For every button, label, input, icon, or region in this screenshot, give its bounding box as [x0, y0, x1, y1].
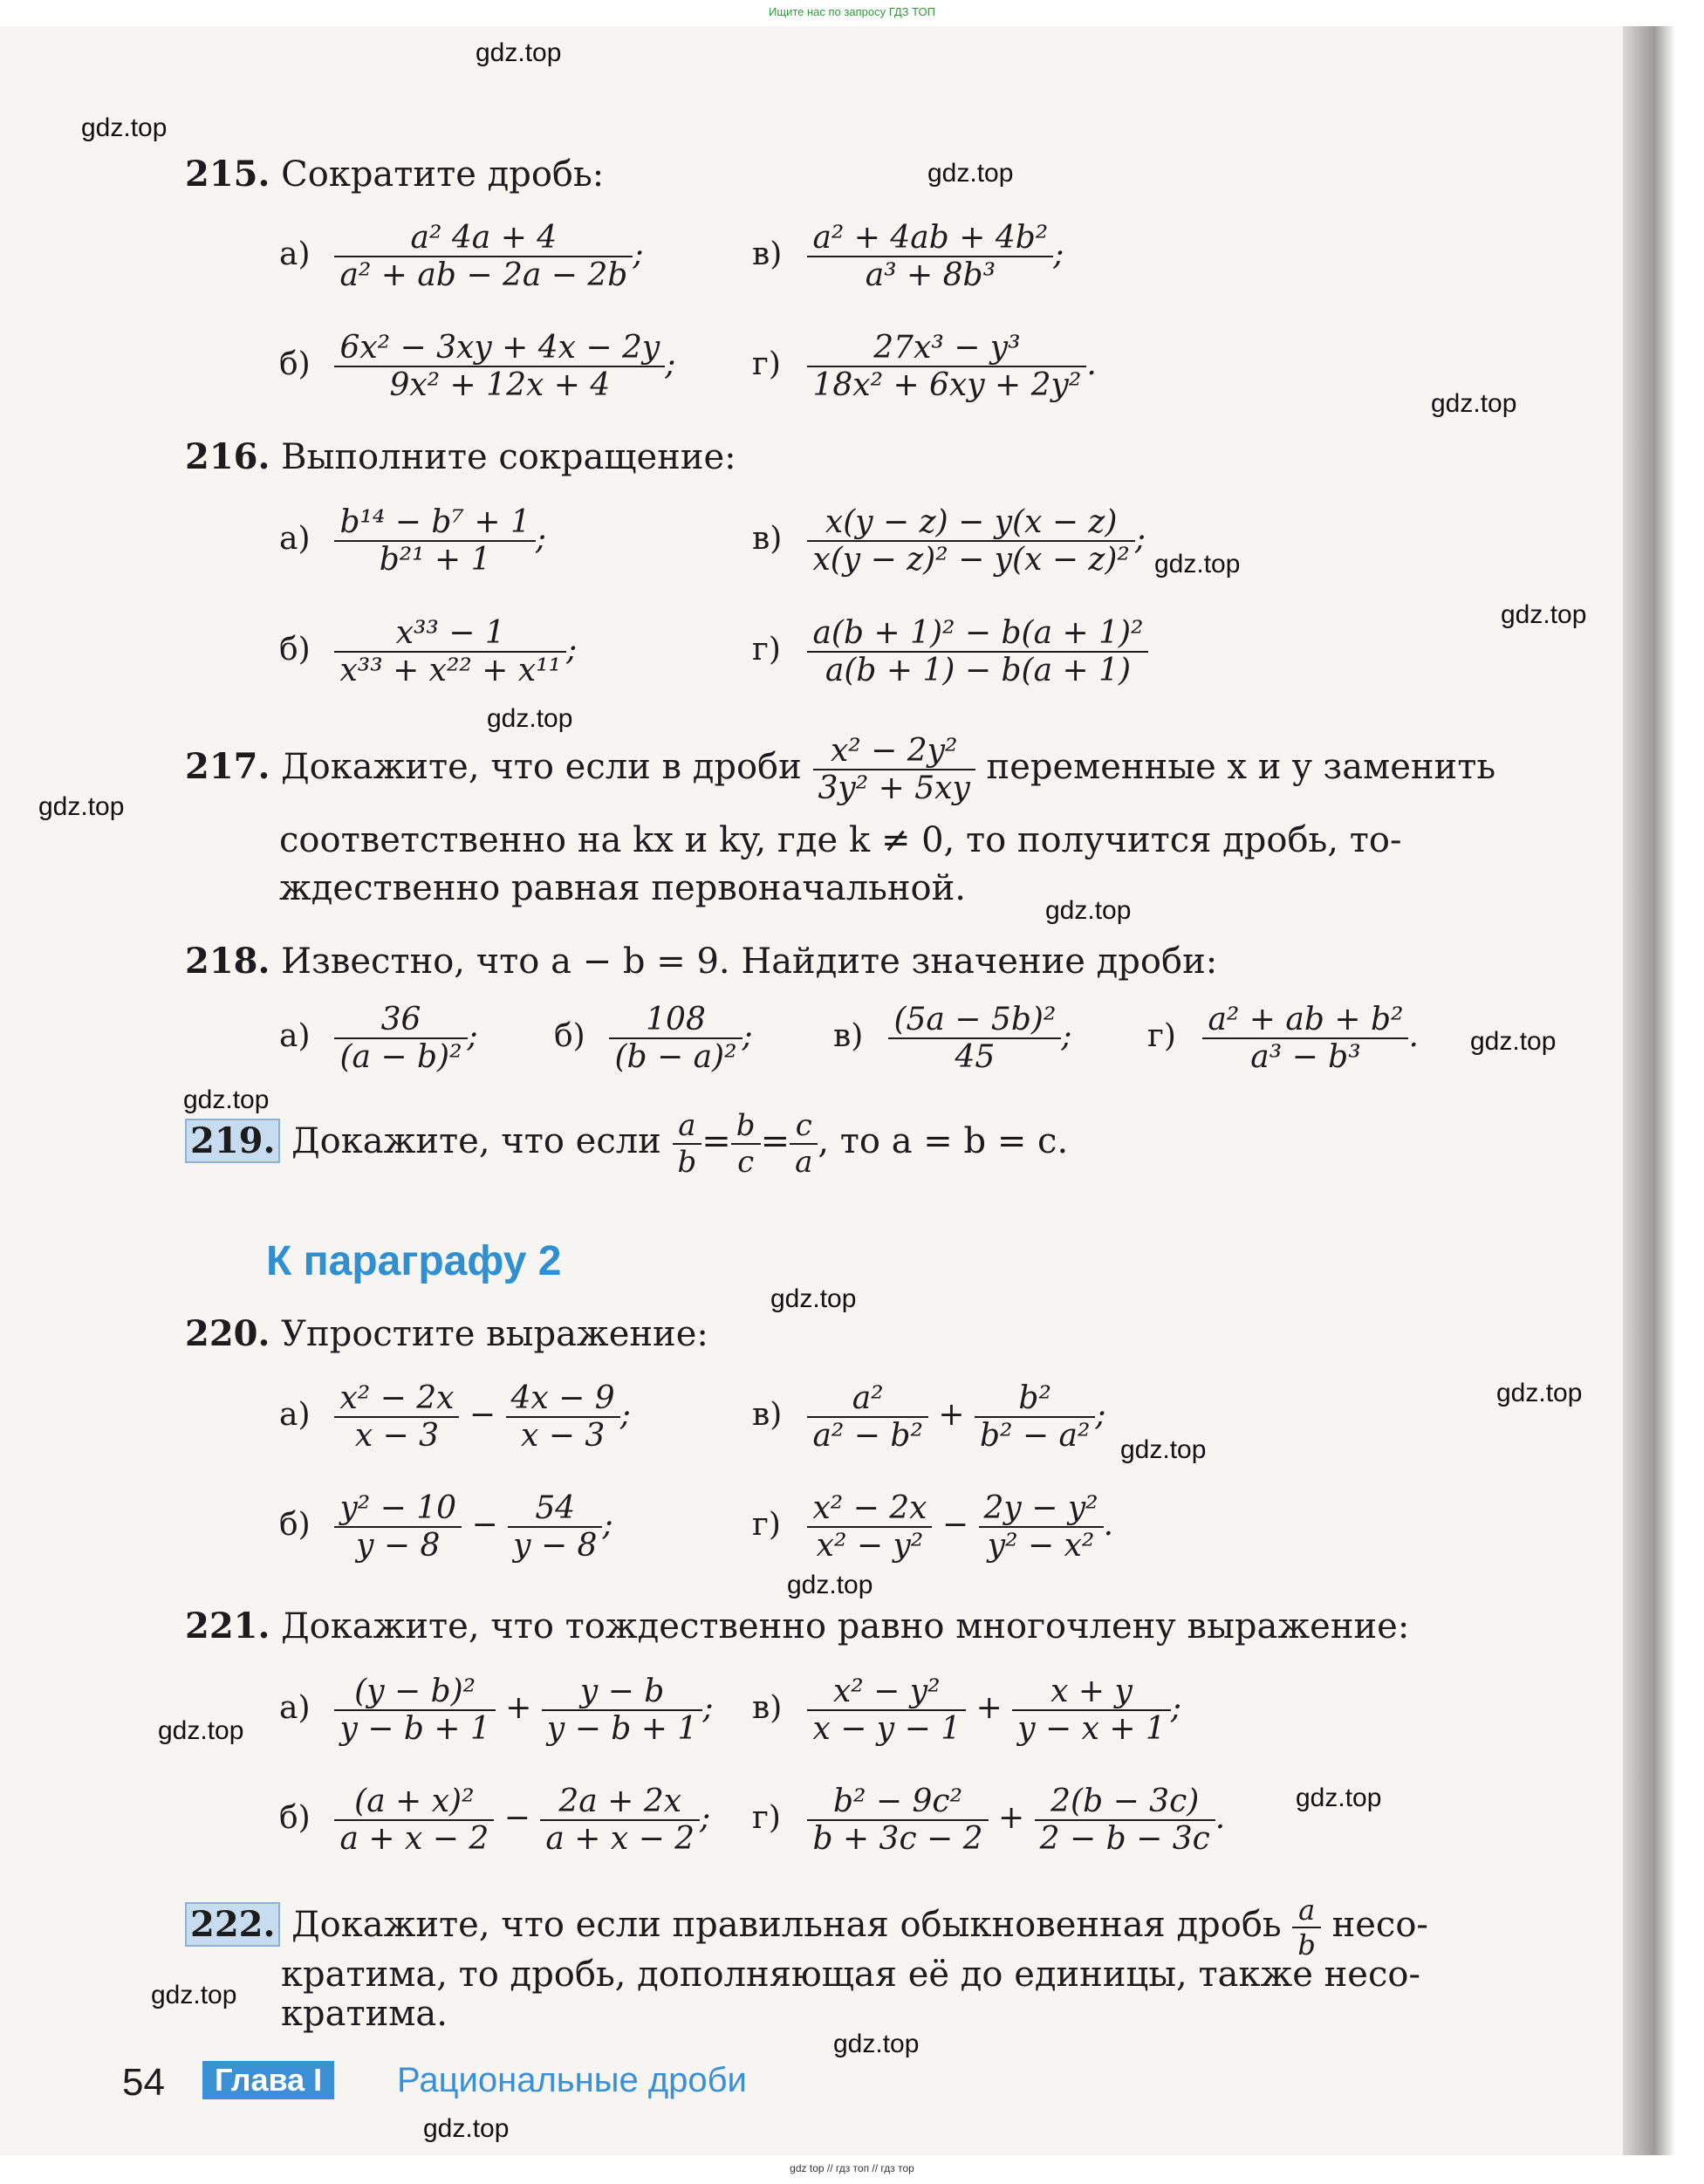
watermark: gdz.top — [1431, 389, 1517, 418]
watermark: gdz.top — [423, 2114, 510, 2143]
item-label: в) — [752, 521, 783, 557]
numerator: 54 — [508, 1490, 602, 1528]
exercise-215-heading — [185, 154, 604, 195]
book-spine-shadow — [1623, 26, 1675, 2155]
denominator: a² − b² — [812, 1418, 923, 1454]
fraction — [807, 1380, 927, 1454]
fraction — [334, 1490, 462, 1564]
numerator: x³³ − 1 — [334, 615, 566, 653]
exercise-218-b — [554, 1002, 753, 1075]
watermark: gdz.top — [1045, 896, 1132, 925]
exercise-text: Докажите, что если правильная обыкновенная дробь — [291, 1905, 1282, 1945]
exercise-216-a — [279, 504, 546, 578]
exercise-text: несо- — [1331, 1905, 1428, 1945]
punctuation: ; — [1061, 1018, 1072, 1054]
item-label: б) — [279, 1800, 311, 1836]
item-label: а) — [279, 521, 311, 557]
numerator: b² — [975, 1380, 1095, 1418]
fraction — [813, 733, 975, 806]
fraction — [807, 330, 1086, 403]
operator: + — [505, 1690, 532, 1726]
denominator: x³³ + x²² + x¹¹ — [339, 653, 562, 688]
punctuation: ; — [742, 1018, 753, 1054]
fraction — [609, 1002, 742, 1075]
denominator: 18x² + 6xy + 2y² — [812, 367, 1082, 403]
exercise-221-g — [752, 1783, 1225, 1857]
exercise-220-g — [752, 1490, 1113, 1564]
denominator: y − 8 — [513, 1528, 598, 1564]
operator: − — [503, 1800, 530, 1836]
numerator: c — [790, 1108, 818, 1145]
exercise-221-a — [279, 1674, 713, 1747]
exercise-219: 219. Докажите, что если $\frac{a}{b}$ = $\frac{b}{c}$ = $\frac{c}{a}$ , то a = b = c. — [185, 1108, 1068, 1180]
exercise-218-heading — [185, 941, 1217, 982]
denominator: b²¹ + 1 — [379, 542, 491, 578]
exercise-215-a — [279, 220, 643, 293]
numerator: 27x³ − y³ — [807, 330, 1086, 367]
denominator: b² − a² — [979, 1418, 1091, 1454]
numerator: x² − 2x — [334, 1380, 459, 1418]
fraction — [807, 504, 1134, 578]
operator: + — [998, 1800, 1025, 1836]
denominator: a + x − 2 — [339, 1821, 489, 1857]
item-label: а) — [279, 1018, 311, 1054]
operator: + — [938, 1397, 965, 1433]
punctuation: . — [1408, 1018, 1419, 1054]
exercise-218-g — [1147, 1002, 1419, 1075]
watermark: gdz.top — [476, 38, 562, 67]
item-label: г) — [1147, 1018, 1176, 1054]
item-label: в) — [752, 1690, 783, 1726]
fraction — [888, 1002, 1061, 1075]
numerator: 2y − y² — [979, 1490, 1104, 1528]
numerator: a² 4a + 4 — [334, 220, 633, 257]
fraction — [807, 220, 1053, 293]
denominator: a(b + 1) − b(a + 1) — [825, 653, 1132, 688]
punctuation: ; — [702, 1690, 714, 1726]
numerator: 4x − 9 — [506, 1380, 620, 1418]
fraction — [975, 1380, 1095, 1454]
denominator: a² + ab − 2a − 2b — [339, 257, 628, 293]
fraction — [334, 1674, 495, 1747]
fraction — [334, 330, 665, 403]
denominator: y − 8 — [356, 1528, 441, 1564]
fraction — [506, 1380, 620, 1454]
watermark: gdz.top — [787, 1571, 873, 1599]
item-label: в) — [833, 1018, 864, 1054]
denominator: b + 3c − 2 — [812, 1821, 983, 1857]
exercise-text: Известно, что a − b = 9. Найдите значение дроби: — [281, 941, 1218, 982]
exercise-number: 215. — [185, 154, 270, 195]
fraction — [334, 1002, 467, 1075]
fraction — [1292, 1893, 1320, 1961]
punctuation: . — [1215, 1800, 1226, 1836]
watermark: gdz.top — [770, 1284, 857, 1313]
denominator: x(y − z)² − y(x − z)² — [812, 542, 1130, 578]
numerator: a(b + 1)² − b(a + 1)² — [807, 615, 1148, 653]
exercise-217-line-1 — [185, 733, 1495, 806]
exercise-216-heading — [185, 436, 736, 477]
denominator: y − x + 1 — [1017, 1711, 1166, 1747]
denominator: a — [795, 1145, 813, 1180]
watermark: gdz.top — [158, 1716, 244, 1745]
operator: − — [471, 1507, 498, 1543]
numerator: x(y − z) − y(x − z) — [807, 504, 1134, 542]
item-label: б) — [279, 632, 311, 668]
denominator: 2 − b − 3c — [1039, 1821, 1210, 1857]
denominator: x − y − 1 — [812, 1711, 961, 1747]
fraction — [731, 1108, 761, 1180]
denominator: (b − a)² — [614, 1039, 737, 1075]
fraction — [1035, 1783, 1215, 1857]
numerator: a² — [807, 1380, 927, 1418]
numerator: (5a − 5b)² — [888, 1002, 1061, 1039]
exercise-218-v — [833, 1002, 1071, 1075]
punctuation: ; — [619, 1397, 631, 1433]
exercise-text: Упростите выражение: — [281, 1314, 708, 1354]
watermark: gdz.top — [81, 113, 168, 142]
fraction — [1012, 1674, 1171, 1747]
item-label: а) — [279, 236, 311, 272]
exercise-222-line-3: кратима. — [281, 1994, 448, 2034]
item-label: г) — [752, 632, 781, 668]
exercise-text: Выполните сокращение: — [281, 437, 736, 477]
exercise-221-heading — [185, 1605, 1409, 1647]
item-label: г) — [752, 346, 781, 382]
fraction — [334, 1783, 494, 1857]
exercise-215-g — [752, 330, 1097, 403]
item-label: а) — [279, 1397, 311, 1433]
watermark: gdz.top — [151, 1981, 237, 2009]
item-label: г) — [752, 1507, 781, 1543]
numerator: x² − 2y² — [813, 733, 975, 770]
punctuation: ; — [1134, 521, 1146, 557]
exercise-number: 220. — [185, 1313, 270, 1354]
numerator: 36 — [334, 1002, 467, 1039]
punctuation: ; — [467, 1018, 478, 1054]
watermark: gdz.top — [1470, 1027, 1557, 1056]
exercise-221-v — [752, 1674, 1181, 1747]
numerator: (y − b)² — [334, 1674, 495, 1711]
operator: − — [941, 1507, 969, 1543]
denominator: a³ − b³ — [1250, 1039, 1361, 1075]
fraction — [807, 1674, 966, 1747]
exercise-216-v — [752, 504, 1146, 578]
punctuation: ; — [700, 1800, 711, 1836]
denominator: c — [737, 1145, 755, 1180]
numerator: 6x² − 3xy + 4x − 2y — [334, 330, 665, 367]
denominator: 3y² + 5xy — [818, 770, 970, 806]
denominator: a³ + 8b³ — [865, 257, 996, 293]
exercise-text: Докажите, что тождественно равно многочлену выражение: — [281, 1606, 1410, 1647]
exercise-number: 217. — [185, 746, 270, 787]
item-label: б) — [279, 346, 311, 382]
fraction — [673, 1108, 702, 1180]
exercise-217-line-2: соответственно на kx и ky, где k ≠ 0, то получится дробь, то- — [279, 820, 1402, 860]
chapter-title: Рациональные дроби — [397, 2061, 747, 2099]
numerator: y² − 10 — [334, 1490, 462, 1528]
numerator: x² − 2x — [807, 1490, 932, 1528]
punctuation: ; — [633, 236, 644, 272]
chapter-badge: Глава I — [202, 2061, 334, 2099]
fraction — [334, 504, 535, 578]
item-label: в) — [752, 1397, 783, 1433]
exercise-216-b — [279, 615, 577, 688]
denominator: b — [1297, 1928, 1316, 1961]
numerator: b¹⁴ − b⁷ + 1 — [334, 504, 535, 542]
exercise-215-v — [752, 220, 1064, 293]
numerator: b² − 9c² — [807, 1783, 988, 1821]
watermark: gdz.top — [38, 792, 125, 821]
denominator: y − b + 1 — [339, 1711, 490, 1747]
numerator: a² + 4ab + 4b² — [807, 220, 1053, 257]
watermark: gdz.top — [487, 704, 573, 733]
exercise-222-line-1 — [185, 1893, 1428, 1961]
exercise-text: Сократите дробь: — [281, 154, 605, 195]
operator: + — [975, 1690, 1003, 1726]
numerator: b — [731, 1108, 761, 1145]
exercise-220-a — [279, 1380, 631, 1454]
watermark: gdz.top — [833, 2030, 920, 2058]
punctuation: ; — [566, 632, 578, 668]
operator: − — [469, 1397, 496, 1433]
punctuation: . — [1103, 1507, 1114, 1543]
denominator: x − 3 — [520, 1418, 606, 1454]
exercise-number: 221. — [185, 1605, 270, 1647]
fraction — [979, 1490, 1104, 1564]
exercise-number-highlighted: 219. — [185, 1119, 280, 1163]
exercise-number: 216. — [185, 436, 270, 477]
punctuation: ; — [1053, 236, 1064, 272]
denominator: y² − x² — [987, 1528, 1095, 1564]
punctuation: ; — [602, 1507, 613, 1543]
watermark: gdz.top — [1154, 550, 1241, 579]
exercise-216-g — [752, 615, 1148, 688]
exercise-number-highlighted: 222. — [185, 1902, 280, 1947]
denominator: x − 3 — [354, 1418, 440, 1454]
fraction — [334, 1380, 459, 1454]
numerator: a — [673, 1108, 702, 1145]
watermark: gdz.top — [927, 159, 1014, 188]
numerator: a² + ab + b² — [1202, 1002, 1408, 1039]
exercise-text: переменные x и y заменить — [986, 747, 1496, 787]
item-label: в) — [752, 236, 783, 272]
page-number: 54 — [122, 2061, 165, 2104]
denominator: x² − y² — [816, 1528, 924, 1564]
numerator: x + y — [1012, 1674, 1171, 1711]
watermark: gdz.top — [183, 1085, 270, 1114]
punctuation: ; — [1170, 1690, 1181, 1726]
punctuation: ; — [535, 521, 546, 557]
denominator: y − b + 1 — [546, 1711, 698, 1747]
numerator: 2(b − 3c) — [1035, 1783, 1215, 1821]
numerator: x² − y² — [807, 1674, 966, 1711]
numerator: a — [1292, 1893, 1320, 1928]
exercise-number: 218. — [185, 941, 270, 982]
numerator: y − b — [542, 1674, 702, 1711]
watermark: gdz.top — [1296, 1783, 1382, 1812]
fraction — [1202, 1002, 1408, 1075]
item-label: а) — [279, 1690, 311, 1726]
denominator: (a − b)² — [339, 1039, 462, 1075]
exercise-218-a — [279, 1002, 478, 1075]
numerator: 2a + 2x — [540, 1783, 700, 1821]
watermark: gdz.top — [1501, 600, 1587, 629]
exercise-215-b — [279, 330, 675, 403]
exercise-221-b — [279, 1783, 710, 1857]
denominator: 9x² + 12x + 4 — [389, 367, 611, 403]
item-label: б) — [554, 1018, 585, 1054]
item-label: г) — [752, 1800, 781, 1836]
exercise-220-b — [279, 1490, 613, 1564]
punctuation: ; — [665, 346, 676, 382]
exercise-text: Докажите, что если в дроби — [281, 747, 802, 787]
watermark: gdz.top — [1120, 1435, 1207, 1464]
fraction — [334, 220, 633, 293]
fraction — [790, 1108, 818, 1180]
exercise-text: Докажите, что если — [291, 1121, 661, 1161]
fraction — [807, 615, 1148, 688]
denominator: b — [677, 1145, 697, 1180]
section-heading: К параграфу 2 — [266, 1238, 562, 1284]
punctuation: . — [1086, 346, 1097, 382]
exercise-220-v — [752, 1380, 1106, 1454]
numerator: (a + x)² — [334, 1783, 494, 1821]
punctuation: ; — [1095, 1397, 1106, 1433]
denominator: 45 — [955, 1039, 996, 1075]
fraction — [334, 615, 566, 688]
bottom-note: gdz top // гдз топ // гдз тор — [790, 2162, 914, 2174]
fraction — [508, 1490, 602, 1564]
exercise-text: , то a = b = c. — [818, 1121, 1069, 1161]
watermark: gdz.top — [1496, 1379, 1583, 1407]
fraction — [807, 1783, 988, 1857]
numerator: 108 — [609, 1002, 742, 1039]
item-label: б) — [279, 1507, 311, 1543]
fraction — [540, 1783, 700, 1857]
exercise-217-line-3: ждественно равная первоначальной. — [279, 868, 967, 908]
exercise-222-line-2: кратима, то дробь, дополняющая её до единицы, также несо- — [281, 1955, 1420, 1995]
top-note: Ищите нас по запросу ГДЗ ТОП — [769, 5, 935, 18]
fraction — [807, 1490, 932, 1564]
fraction — [542, 1674, 702, 1747]
exercise-220-heading — [185, 1313, 708, 1354]
denominator: a + x − 2 — [545, 1821, 695, 1857]
